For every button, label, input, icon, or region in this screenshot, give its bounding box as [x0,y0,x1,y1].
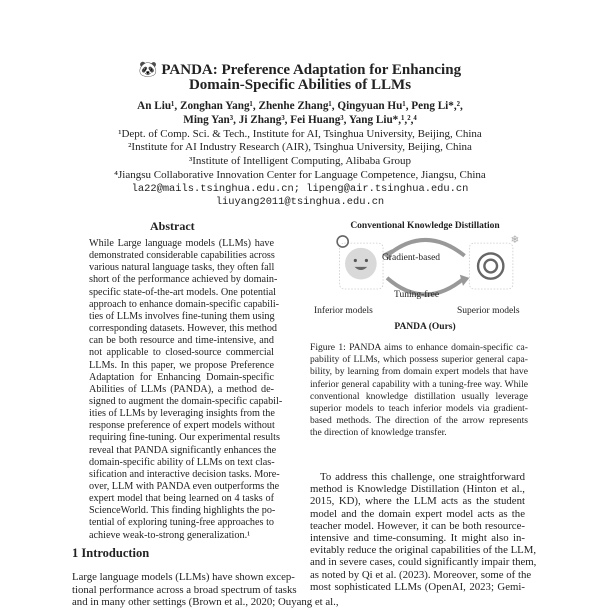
superior-models-label: Superior models [457,306,520,316]
text-line: various natural language tasks, they often fall [89,262,275,274]
text-line: method is Knowledge Distillation (Hinton et al., [310,483,525,496]
text-line: as noted by Qi et al. (2023). Moreover, some of the [310,568,532,581]
hugging-face-icon [345,248,377,280]
text-line: can be both resource and time-intensive, and [89,335,274,347]
text-line: and in many other settings (Brown et al., 2020; Ouyang et al., [72,596,339,608]
text-line: While Large language models (LLMs) have [89,238,274,249]
text-line: Figure 1: PANDA aims to enhance domain-specific ca- [310,342,528,353]
affiliation-4: ⁴Jiangsu Collaborative Innovation Center for Language Competence, Jiangsu, China [114,169,486,181]
text-line: pability of LLMs, which possess superior general capa- [310,354,528,366]
gradient-based-label: Gradient-based [382,253,441,263]
snowflake-icon: ❄ [510,235,520,247]
text-line: corresponding datasets. However, this method [89,323,278,335]
text-line: ties of LLMs involves fine-tuning them using [89,310,275,322]
text-line: ScienceWorld. This finding highlights the po- [89,505,276,517]
abstract-heading: Abstract [150,219,195,233]
text-line: achieve weak-to-strong generalization.¹ [89,529,251,541]
text-line: over, LLM with PANDA even outperforms the [89,481,280,492]
text-line: 2015, KD), where the LLM acts as the student [310,495,525,508]
text-line: not applicable to closed-source commercial [89,347,274,359]
text-line: Adaptation for Enhancing Domain-specific [89,371,274,383]
text-line: requiring fine-tuning. Our experimental results [89,432,280,444]
text-line: intensive and time-consuming. It might also in- [310,532,525,544]
panda-icon: 🐼 [138,62,162,78]
text-line: short of the performance achieved by domain- [89,274,278,286]
text-line: teacher model. However, it can be both resource- [310,519,525,532]
text-line: demonstrated considerable capabilities across [89,250,275,262]
figure-bottom-label: PANDA (Ours) [394,322,456,332]
text-line: the direction of knowledge transfer. [310,427,447,439]
text-line: To address this challenge, one straightforward [320,471,525,483]
affiliation-2: ²Institute for AI Industry Research (AIR), Tsinghua University, Beijing, China [128,141,472,153]
text-line: most sophisticated LLMs (OpenAI, 2023; Gemi- [310,580,525,593]
text-line: bility, by learning from domain expert models that have [310,366,528,378]
affiliation-1: ¹Dept. of Comp. Sci. & Tech., Institute for AI, Tsinghua University, Beijing, China [118,128,482,140]
text-line: evitably reduce the original capabilities of the LLM, [310,544,537,557]
text-line: sification and interactive decision tasks. More- [89,468,280,480]
text-line: ities of LLMs by leveraging insights from the [89,408,275,420]
text-line: superior models to teach inferior models via gradient- [310,403,528,414]
emails-line2: liuyang2011@tsinghua.edu.cn [215,196,385,208]
text-line: reveal that PANDA significantly enhances the [89,444,277,456]
authors-line1: An Liu¹, Zonghan Yang¹, Zhenhe Zhang¹, Qingyuan Hu¹, Peng Li*,², [137,100,463,112]
text-line: and in severe cases, could significantly impair them, [310,556,537,569]
text-line: LLMs. In this paper, we propose Preference [89,359,274,371]
paper-title-line2: Domain-Specific Abilities of LLMs [188,77,412,93]
authors-line2: Ming Yan³, Ji Zhang³, Fei Huang³, Yang Liu*,¹,²,⁴ [183,114,417,126]
text-line: inferior general capability with a tuning-free way. While [310,378,528,390]
text-line: approach to enhance domain-specific capabili- [89,298,280,310]
introduction-heading: 1 Introduction [72,546,150,560]
affiliation-3: ³Institute of Intelligent Computing, Alibaba Group [188,155,412,167]
fire-icon [337,236,348,247]
text-line: tional performance across a broad spectrum of tasks [72,583,297,596]
openai-logo-icon [478,253,503,278]
text-line: domain-specific ability of LLMs on text clas- [89,456,275,468]
text-line: model and the domain expert model acts as the [310,507,525,520]
text-line: Large language models (LLMs) have shown excep- [72,571,295,583]
inferior-models-label: Inferior models [314,306,373,316]
text-line: Abilities of LLMs (PANDA), a method de- [89,383,274,395]
paper-title: 🐼 PANDA: Preference Adaptation for Enhancing [138,62,462,78]
text-line: tential of exploring tuning-free approaches to [89,517,274,529]
tuning-free-label: Tuning-free [394,290,440,300]
text-line: conventional knowledge distillation usually leverage [310,390,528,402]
superior-model-box [469,243,513,289]
figure-top-label: Conventional Knowledge Distillation [350,221,500,231]
text-line: response preference of expert models without [89,420,275,432]
emails-line1: la22@mails.tsinghua.edu.cn; lipeng@air.tsinghua.edu.cn [131,183,469,195]
text-line: specific state-of-the-art models. One potential [89,286,276,298]
text-line: based methods. The direction of the arrow represents [310,415,528,427]
text-line: expert model that being learned on 4 tasks of [89,493,274,505]
text-line: signed to augment the domain-specific capabil- [89,395,283,407]
